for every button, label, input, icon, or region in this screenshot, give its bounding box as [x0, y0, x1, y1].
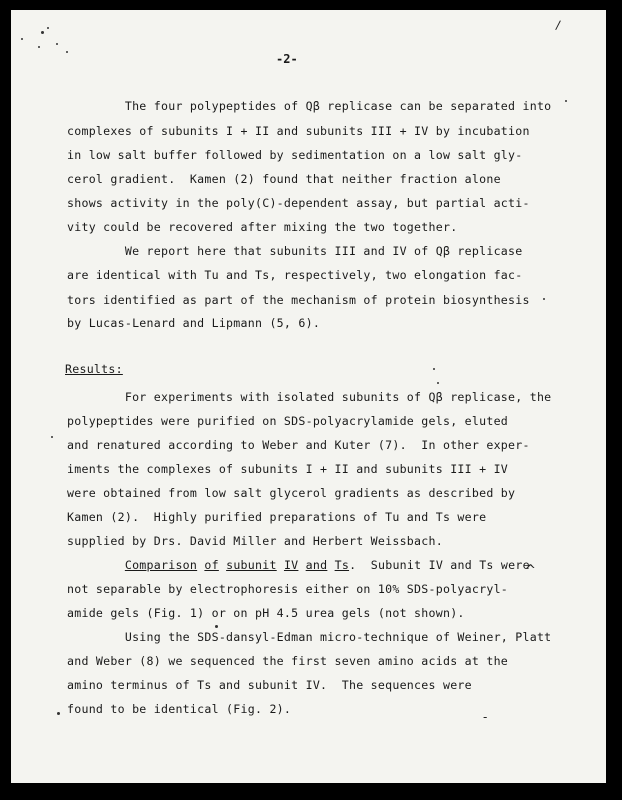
- scan-speck: [437, 382, 439, 384]
- body-line: in low salt buffer followed by sedimentation on a low salt gly-: [67, 148, 523, 162]
- scan-speck: [543, 298, 545, 300]
- comparison-heading-word: and: [305, 558, 328, 572]
- comparison-heading-word: Comparison: [124, 558, 198, 572]
- comparison-heading-line: [67, 558, 530, 572]
- body-line: are identical with Tu and Ts, respectively, two elongation fac-: [67, 268, 523, 282]
- comparison-heading-word: Ts: [334, 558, 350, 572]
- comparison-heading-rest: . Subunit IV and Ts were: [349, 558, 530, 572]
- body-line: amino terminus of Ts and subunit IV. The sequences were: [67, 678, 472, 692]
- page-number: -2-: [276, 52, 298, 66]
- scan-speck: [38, 46, 40, 48]
- body-line: and Weber (8) we sequenced the first seven amino acids at the: [67, 654, 509, 668]
- body-line: Using the SDS-dansyl-Edman micro-technique of Weiner, Platt: [67, 630, 552, 644]
- body-line: We report here that subunits III and IV of Qβ replicase: [67, 244, 523, 258]
- body-line: iments the complexes of subunits I + II and subunits III + IV: [67, 462, 509, 476]
- scan-speck: [57, 712, 60, 715]
- body-line: and renatured according to Weber and Kuter (7). In other exper-: [67, 438, 530, 452]
- body-line: amide gels (Fig. 1) or on pH 4.5 urea gels (not shown).: [67, 606, 465, 620]
- body-line: polypeptides were purified on SDS-polyacrylamide gels, eluted: [67, 414, 509, 428]
- results-heading: Results:: [65, 362, 123, 376]
- body-line: tors identified as part of the mechanism of protein biosynthesis: [67, 293, 530, 307]
- dash-mark: -: [483, 710, 488, 724]
- document-page: [11, 10, 606, 783]
- scan-speck: [66, 51, 68, 53]
- scan-speck: [433, 368, 435, 370]
- body-line: by Lucas-Lenard and Lipmann (5, 6).: [67, 316, 321, 330]
- scan-speck: [41, 31, 44, 34]
- comparison-heading-word: of: [204, 558, 219, 572]
- comparison-heading-word: IV: [283, 558, 299, 572]
- body-line: For experiments with isolated subunits of Qβ replicase, the: [67, 390, 552, 404]
- scan-speck: [565, 100, 567, 102]
- body-line: found to be identical (Fig. 2).: [67, 702, 292, 716]
- body-line: shows activity in the poly(C)-dependent assay, but partial acti-: [67, 196, 530, 210]
- body-line: supplied by Drs. David Miller and Herbert Weissbach.: [67, 534, 443, 548]
- scan-speck: [56, 43, 58, 45]
- scan-speck: [51, 436, 53, 438]
- body-line: cerol gradient. Kamen (2) found that neither fraction alone: [67, 172, 501, 186]
- body-line: The four polypeptides of Qβ replicase can be separated into: [67, 99, 552, 113]
- body-line: vity could be recovered after mixing the two together.: [67, 220, 458, 234]
- scan-speck: [21, 38, 23, 40]
- scan-speck: [215, 625, 218, 628]
- body-line: complexes of subunits I + II and subunits III + IV by incubation: [67, 124, 530, 138]
- scan-speck: [47, 27, 49, 29]
- pencil-slash-mark: /: [554, 17, 562, 33]
- body-line: were obtained from low salt glycerol gradients as described by: [67, 486, 516, 500]
- caret-mark: ^: [525, 563, 536, 578]
- comparison-heading-word: subunit: [226, 558, 277, 572]
- body-line: Kamen (2). Highly purified preparations of Tu and Ts were: [67, 510, 487, 524]
- body-line: not separable by electrophoresis either on 10% SDS-polyacryl-: [67, 582, 509, 596]
